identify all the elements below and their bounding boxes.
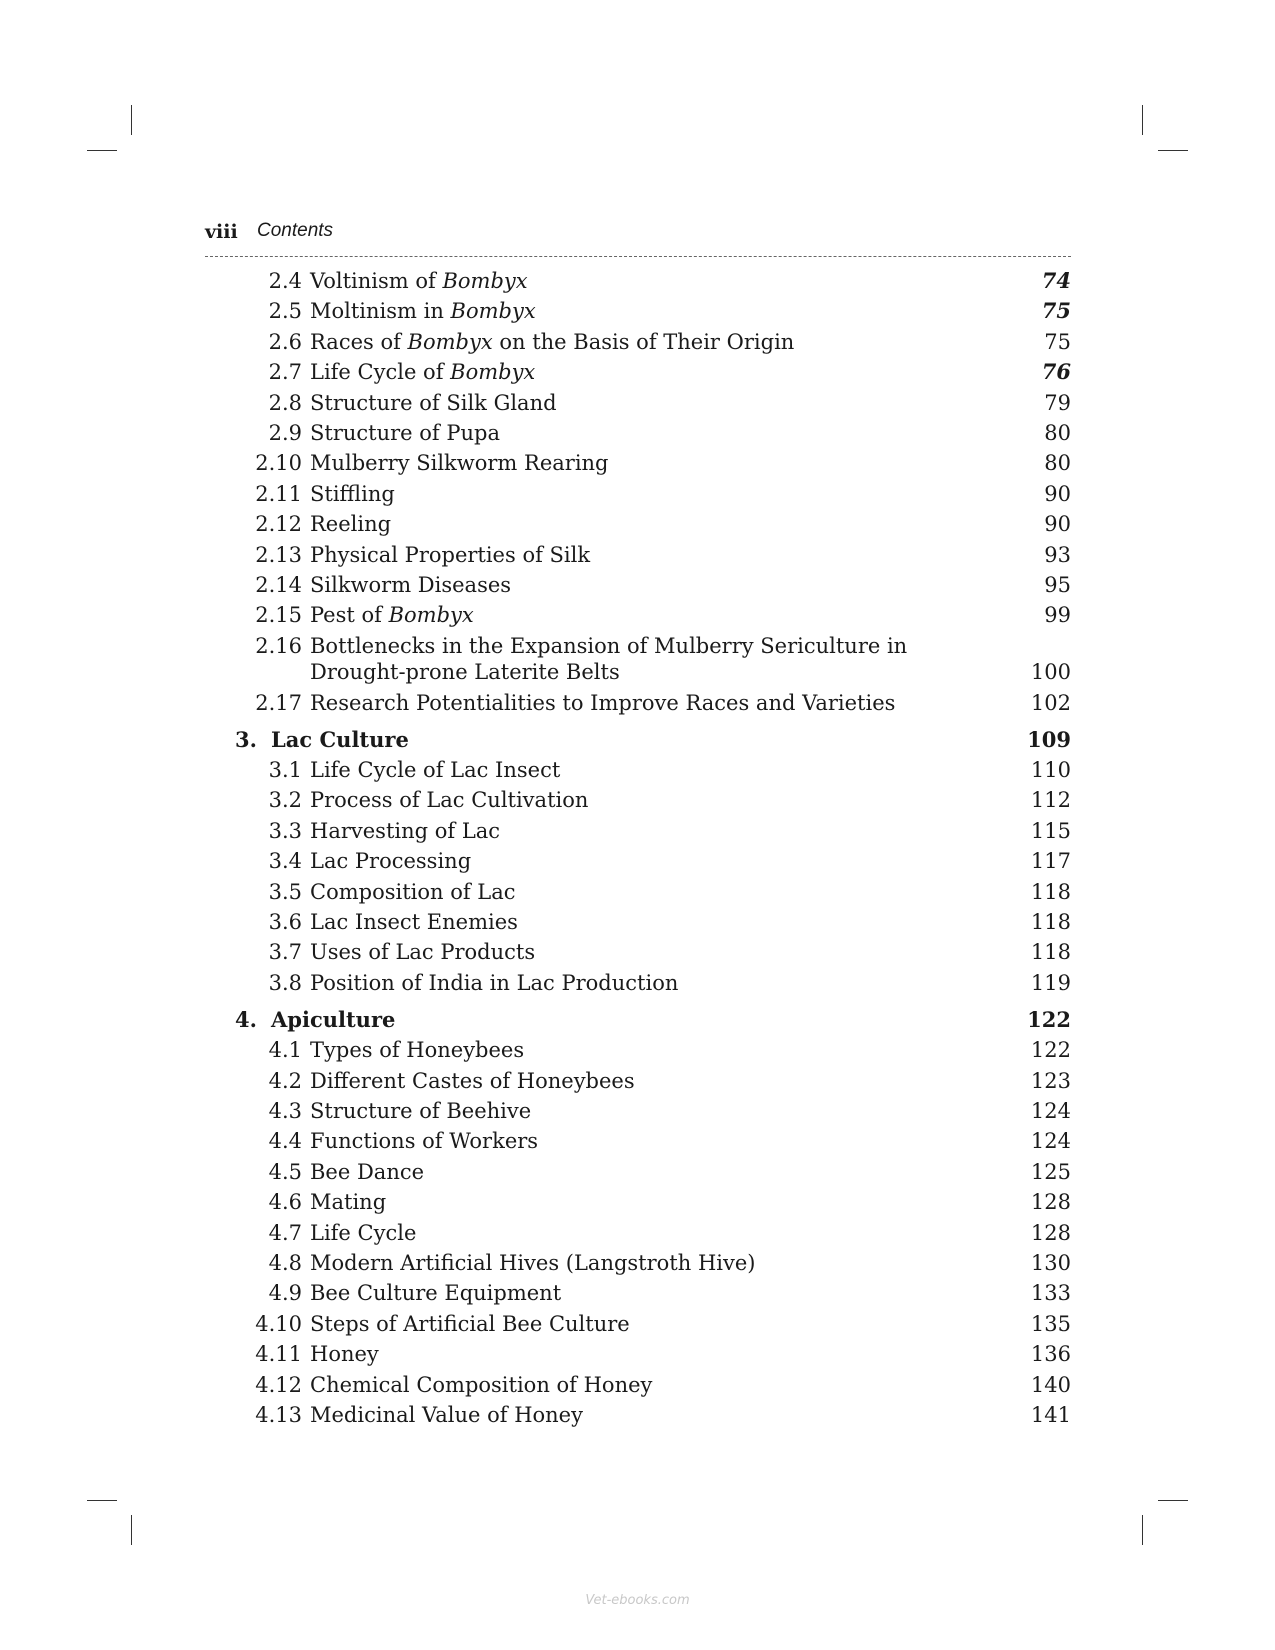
entry-title: Composition of Lac (310, 879, 516, 904)
entry-title-text: Research Potentialities to Improve Races and Varieties (310, 690, 896, 715)
toc-entry (205, 1370, 1071, 1400)
entry-title (310, 448, 950, 476)
entry-title-text: Life Cycle of (310, 360, 451, 385)
entry-number: 2.16 (255, 633, 302, 658)
entry-number: 3.6 (268, 910, 302, 935)
entry-title (310, 388, 950, 416)
entry-title-text: Races of (310, 329, 408, 354)
entry-number: 4.10 (255, 1311, 302, 1336)
watermark: Vet-ebooks.com (585, 1593, 690, 1608)
entry-title: Chemical Composition of Honey (310, 1372, 653, 1397)
toc-entry (205, 1187, 1071, 1217)
entry-title (310, 357, 950, 385)
toc-entry (205, 296, 1071, 326)
toc-entry (205, 388, 1071, 418)
chapter-number: 3. (235, 727, 257, 753)
entry-title-text: Pest of (310, 603, 389, 628)
entry-title-text: Moltinism in (310, 299, 451, 324)
entry-page: 130 (1030, 1250, 1071, 1275)
entry-number: 3.3 (268, 818, 302, 843)
entry-number: 2.12 (255, 512, 302, 537)
entry-number: 2.7 (268, 360, 302, 385)
entry-title (310, 296, 950, 324)
entry-page: 90 (1044, 481, 1071, 506)
chapter-4-entries (205, 1035, 1071, 1430)
entry-page: 76 (1041, 359, 1071, 385)
entry-number: 4.7 (268, 1220, 302, 1245)
entry-number: 3.4 (268, 849, 302, 874)
entry-page: 90 (1044, 512, 1071, 537)
entry-page: 133 (1030, 1281, 1071, 1306)
entry-title: Lac Processing (310, 849, 472, 874)
chapter-number: 4. (235, 1007, 257, 1033)
toc-entry (205, 327, 1071, 357)
entry-title-text: Mulberry Silkworm Rearing (310, 451, 609, 476)
toc-entry (205, 937, 1071, 967)
entry-title-text: Structure of Silk Gland (310, 390, 557, 415)
entry-title-italic: Bombyx (450, 360, 536, 385)
chapter-title: Lac Culture (271, 727, 409, 753)
toc-entry (205, 509, 1071, 539)
entry-title: Steps of Artificial Bee Culture (310, 1311, 630, 1336)
entry-title-italic: Bombyx (407, 329, 493, 354)
entry-title: Modern Artificial Hives (Langstroth Hive) (310, 1250, 756, 1275)
toc-entry (205, 570, 1071, 600)
entry-page: 118 (1030, 879, 1071, 904)
toc-entry (205, 600, 1071, 630)
entry-title: Medicinal Value of Honey (310, 1402, 583, 1427)
entry-number: 2.17 (255, 690, 302, 715)
crop-mark (131, 105, 132, 135)
entry-page: 75 (1044, 329, 1071, 354)
entry-title-text: Reeling (310, 512, 392, 537)
entry-page: 135 (1030, 1311, 1071, 1336)
entry-page: 80 (1044, 420, 1071, 445)
entry-title: Types of Honeybees (310, 1038, 525, 1063)
entry-page: 119 (1030, 970, 1071, 995)
table-of-contents (205, 266, 1071, 1430)
entry-title: Uses of Lac Products (310, 940, 536, 965)
entry-title-italic: Bombyx (388, 603, 474, 628)
entry-title (310, 631, 950, 685)
entry-number: 2.14 (255, 572, 302, 597)
toc-entry (205, 1309, 1071, 1339)
toc-entry (205, 1066, 1071, 1096)
crop-mark (1142, 105, 1143, 135)
toc-entry (205, 1157, 1071, 1187)
entry-number: 2.9 (268, 420, 302, 445)
toc-entry (205, 418, 1071, 448)
entry-page: 124 (1030, 1098, 1071, 1123)
entry-title: Bee Culture Equipment (310, 1281, 562, 1306)
crop-mark (87, 150, 117, 151)
entry-page: 117 (1030, 849, 1071, 874)
chapter-heading (205, 1005, 1071, 1035)
entry-number: 3.1 (268, 758, 302, 783)
entry-title-italic: Bombyx (442, 269, 528, 293)
toc-entry (205, 1339, 1071, 1369)
entry-title: Process of Lac Cultivation (310, 788, 589, 813)
entry-title-text: Structure of Pupa (310, 420, 500, 445)
toc-entry (205, 1035, 1071, 1065)
entry-title-text: Physical Properties of Silk (310, 542, 591, 567)
entry-page: 141 (1030, 1402, 1071, 1427)
entry-title: Mating (310, 1190, 387, 1215)
toc-entry (205, 1218, 1071, 1248)
toc-entry (205, 448, 1071, 478)
toc-entry (205, 357, 1071, 387)
entry-page: 118 (1030, 940, 1071, 965)
toc-entry (205, 1248, 1071, 1278)
entry-title (310, 570, 950, 598)
crop-mark (1158, 1500, 1188, 1501)
entry-page: 75 (1041, 298, 1071, 324)
entry-number: 4.4 (268, 1129, 302, 1154)
crop-mark (87, 1500, 117, 1501)
entry-page: 136 (1030, 1342, 1071, 1367)
entry-number: 2.15 (255, 603, 302, 628)
entry-page: 74 (1041, 268, 1071, 293)
entry-number: 4.9 (268, 1281, 302, 1306)
entry-title: Different Castes of Honeybees (310, 1068, 635, 1093)
entry-title: Life Cycle (310, 1220, 417, 1245)
chapter-page: 109 (1027, 727, 1071, 753)
entry-title-text: Stiffling (310, 481, 395, 506)
entry-title: Bee Dance (310, 1159, 425, 1184)
entry-title: Lac Insect Enemies (310, 910, 518, 935)
toc-entry (205, 846, 1071, 876)
entry-number: 4.13 (255, 1402, 302, 1427)
entry-number: 4.5 (268, 1159, 302, 1184)
entry-title-text: Bottlenecks in the Expansion of Mulberry Sericulture in Drought-prone Laterite Belts (310, 633, 908, 684)
chapter-3-entries (205, 755, 1071, 998)
entry-number: 4.6 (268, 1190, 302, 1215)
entry-page: 95 (1044, 572, 1071, 597)
entry-page: 125 (1030, 1159, 1071, 1184)
entry-page: 123 (1030, 1068, 1071, 1093)
entry-title: Harvesting of Lac (310, 818, 501, 843)
toc-entry (205, 1096, 1071, 1126)
entry-number: 4.12 (255, 1372, 302, 1397)
entry-number: 4.11 (255, 1342, 302, 1367)
toc-entry (205, 540, 1071, 570)
entry-page: 110 (1030, 758, 1071, 783)
toc-entry (205, 479, 1071, 509)
entry-page: 140 (1030, 1372, 1071, 1397)
chapter-page: 122 (1027, 1007, 1071, 1033)
toc-entry (205, 1400, 1071, 1430)
page-header (205, 218, 1071, 248)
toc-entry (205, 907, 1071, 937)
entry-title-italic: Bombyx (450, 299, 536, 324)
entry-number: 2.13 (255, 542, 302, 567)
entry-page: 118 (1030, 910, 1071, 935)
entry-title-text: on the Basis of Their Origin (492, 329, 795, 354)
toc-entry (205, 1126, 1071, 1156)
entry-page: 79 (1044, 390, 1071, 415)
entry-title (310, 418, 950, 446)
entry-title (310, 509, 950, 537)
entry-title (310, 688, 950, 716)
entry-number: 2.11 (255, 481, 302, 506)
entry-page: 102 (1030, 690, 1071, 715)
entry-number: 4.1 (268, 1038, 302, 1063)
toc-entry (205, 755, 1071, 785)
toc-entry (205, 968, 1071, 998)
entry-page: 100 (1030, 659, 1071, 684)
entry-title (310, 327, 950, 355)
entry-page: 124 (1030, 1129, 1071, 1154)
page-folio: viii (205, 221, 238, 243)
entry-title: Functions of Workers (310, 1129, 539, 1154)
entry-title: Position of India in Lac Production (310, 970, 679, 995)
section-2-entries (205, 266, 1071, 718)
entry-title (310, 540, 950, 568)
entry-number: 2.5 (268, 299, 302, 324)
entry-page: 128 (1030, 1220, 1071, 1245)
entry-page: 128 (1030, 1190, 1071, 1215)
crop-mark (131, 1515, 132, 1545)
entry-title (310, 600, 950, 628)
entry-number: 3.2 (268, 788, 302, 813)
entry-number: 3.5 (268, 879, 302, 904)
entry-title: Life Cycle of Lac Insect (310, 758, 561, 783)
crop-mark (1142, 1515, 1143, 1545)
crop-mark (1158, 150, 1188, 151)
entry-number: 2.8 (268, 390, 302, 415)
entry-number: 4.2 (268, 1068, 302, 1093)
entry-number: 2.10 (255, 451, 302, 476)
toc-entry (205, 266, 1071, 296)
running-title: Contents (257, 220, 334, 241)
entry-number: 2.6 (268, 329, 302, 354)
entry-title: Structure of Beehive (310, 1098, 532, 1123)
entry-page: 112 (1030, 788, 1071, 813)
toc-entry (205, 816, 1071, 846)
entry-title (310, 266, 950, 294)
entry-page: 99 (1044, 603, 1071, 628)
header-rule (205, 256, 1071, 257)
entry-title (310, 479, 950, 507)
toc-entry (205, 688, 1071, 718)
toc-entry (205, 877, 1071, 907)
chapter-title: Apiculture (271, 1007, 396, 1033)
toc-entry (205, 1278, 1071, 1308)
entry-title-text: Voltinism of (310, 269, 443, 293)
toc-entry (205, 631, 1071, 688)
entry-page: 93 (1044, 542, 1071, 567)
chapter-heading (205, 725, 1071, 755)
entry-number: 4.3 (268, 1098, 302, 1123)
entry-number: 4.8 (268, 1250, 302, 1275)
entry-title-text: Silkworm Diseases (310, 572, 512, 597)
entry-number: 3.7 (268, 940, 302, 965)
entry-number: 3.8 (268, 970, 302, 995)
entry-page: 80 (1044, 451, 1071, 476)
entry-page: 122 (1030, 1038, 1071, 1063)
entry-page: 115 (1030, 818, 1071, 843)
toc-entry (205, 785, 1071, 815)
entry-number: 2.4 (268, 269, 302, 293)
entry-title: Honey (310, 1342, 379, 1367)
